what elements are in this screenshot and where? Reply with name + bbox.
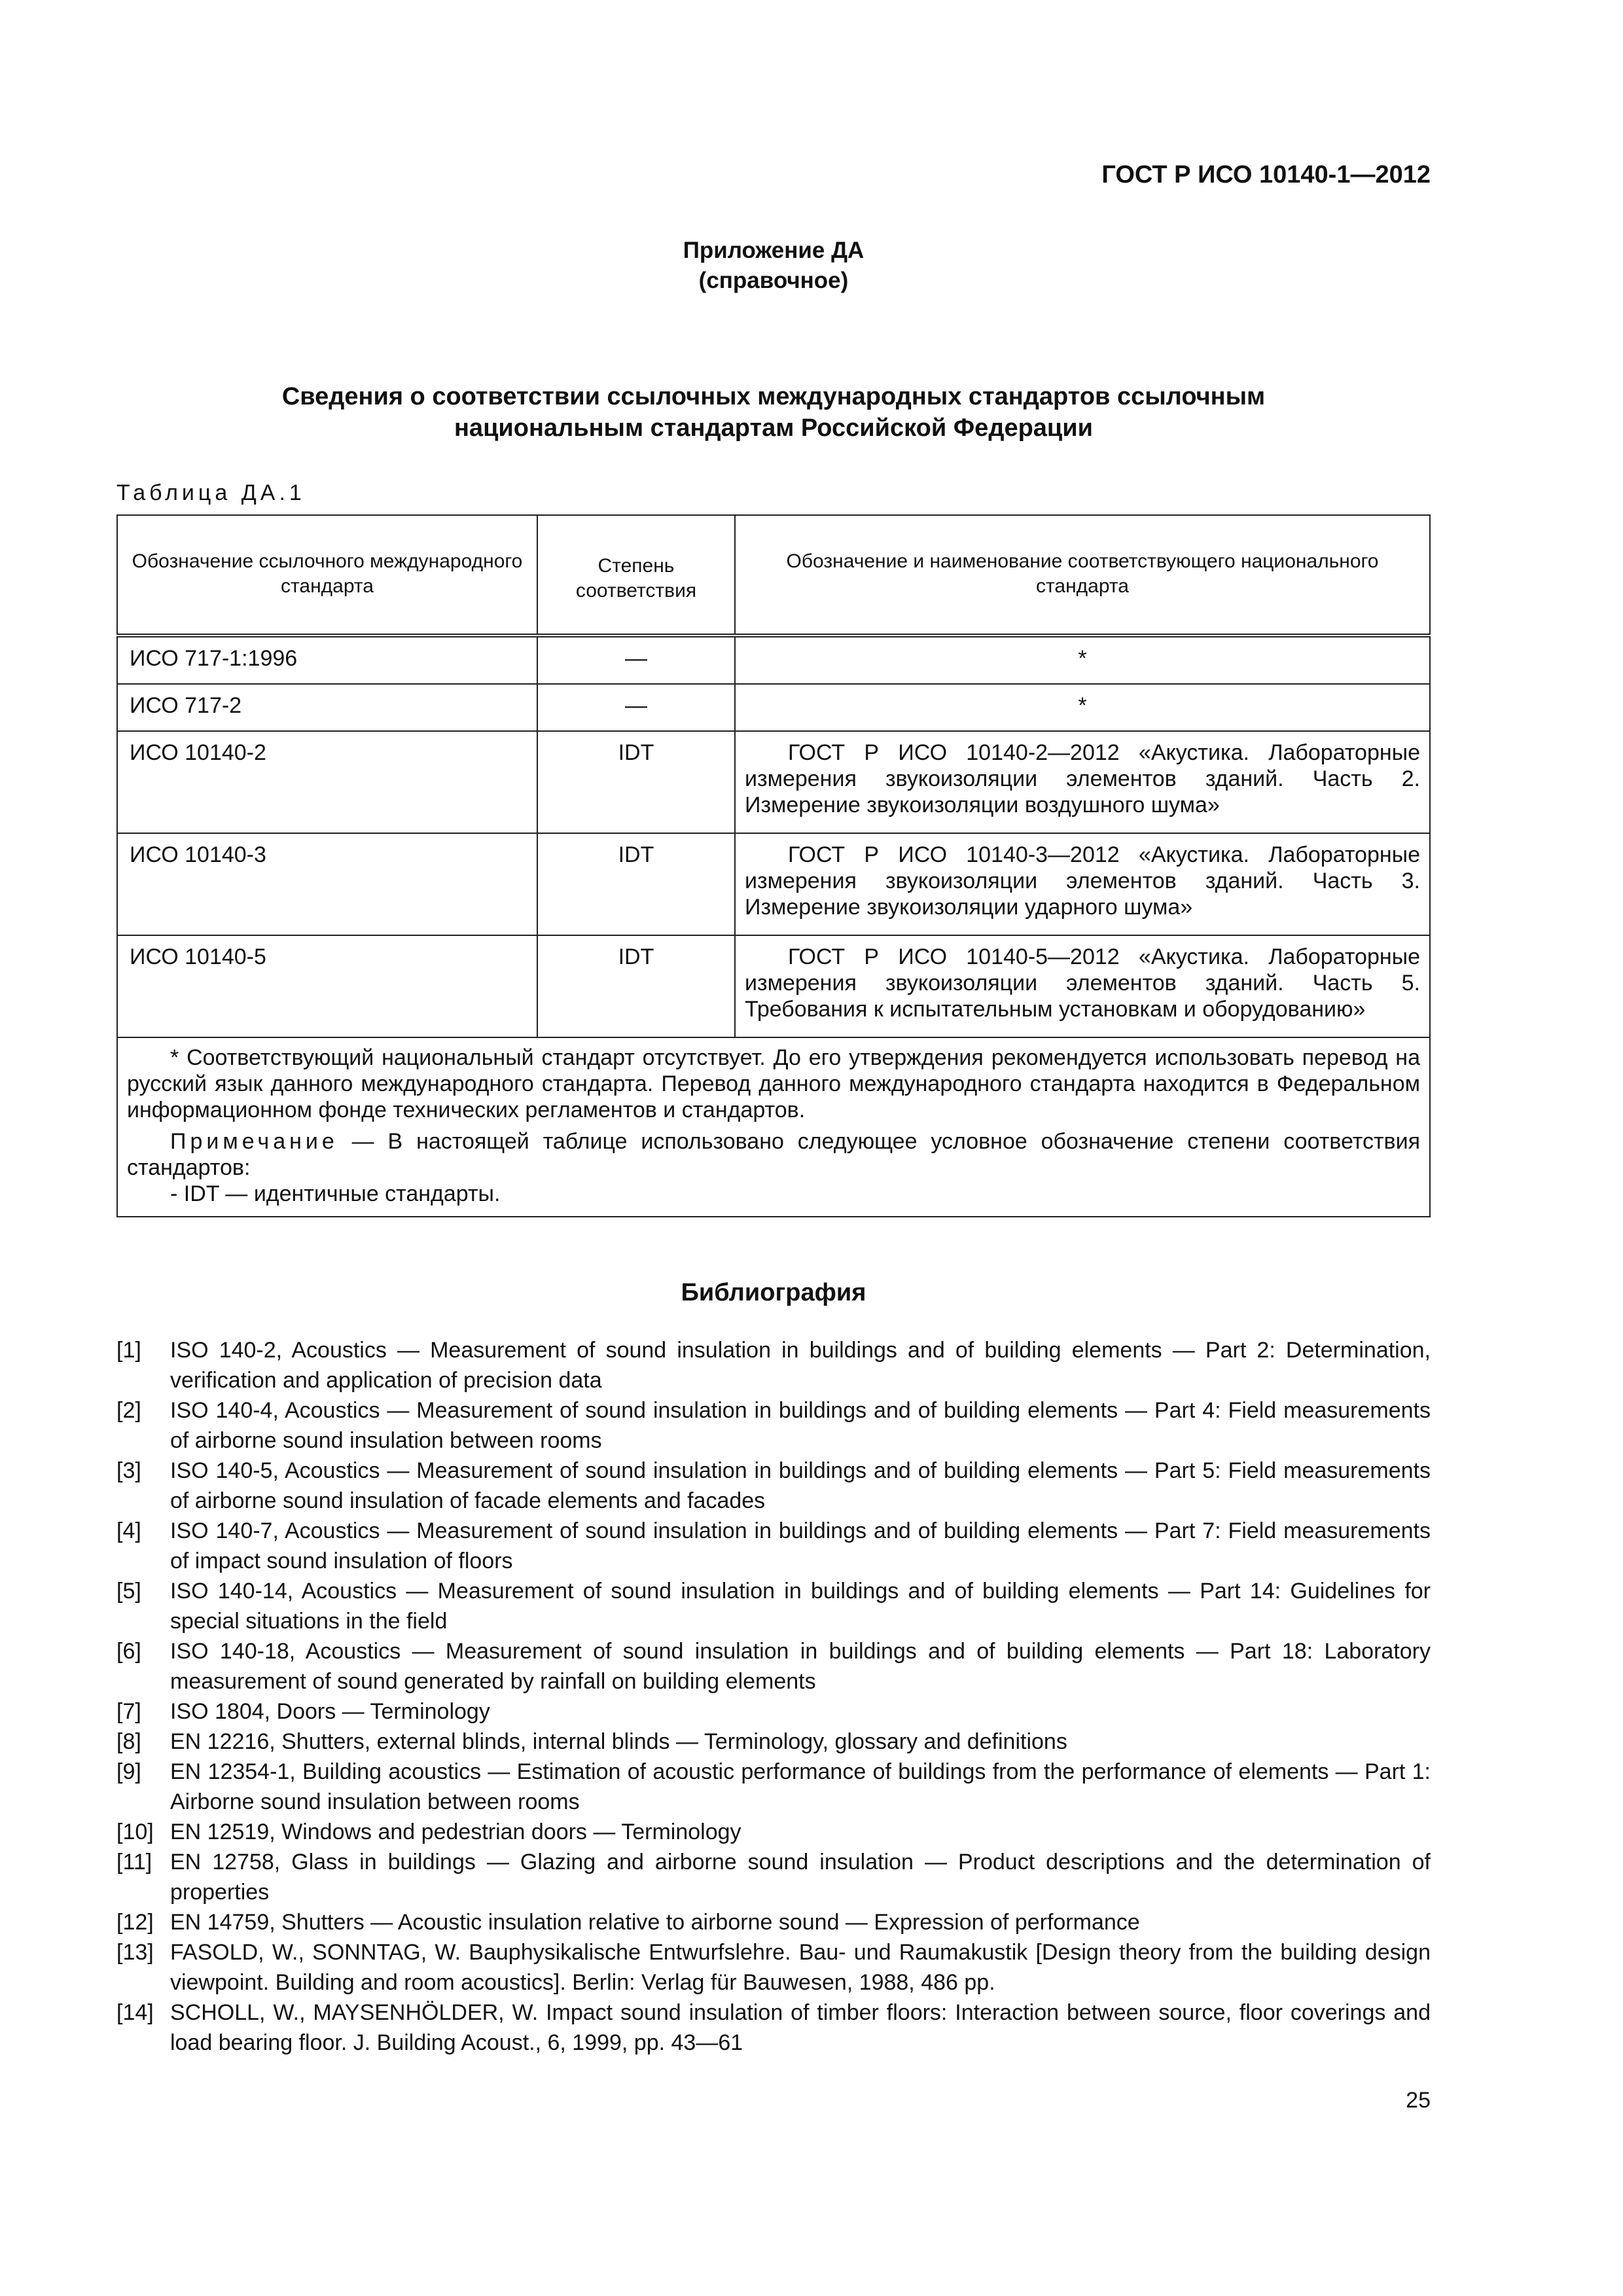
table-row	[117, 636, 1430, 684]
header-reference-standard: Обозначение ссылочного международного стандарта	[117, 515, 537, 636]
table-footer-row	[117, 1037, 1430, 1217]
table-row	[117, 935, 1430, 1037]
bibliography-item-number: [8]	[116, 1729, 141, 1754]
bibliography-item-number: [6]	[116, 1639, 141, 1664]
table-header-row	[117, 515, 1430, 636]
bibliography-item-number: [7]	[116, 1699, 141, 1724]
bibliography-item	[116, 1516, 1431, 1576]
bibliography-item	[116, 1576, 1431, 1636]
bibliography-item	[116, 1847, 1431, 1907]
table-note	[127, 1128, 1420, 1181]
bibliography-item-text: ISO 140-7, Acoustics — Measurement of sound insulation in buildings and of building elements — Part 7: Field measurements of impact sound insulation of floors	[170, 1518, 1431, 1573]
document-code: ГОСТ Р ИСО 10140-1—2012	[1101, 161, 1431, 188]
bibliography-item-number: [2]	[116, 1398, 141, 1423]
table-row	[117, 731, 1430, 833]
header-degree: Степень соответствия	[537, 515, 735, 636]
bibliography-item	[116, 1998, 1431, 2058]
bibliography-list	[116, 1335, 1431, 2058]
cell-reference: ИСО 10140-2	[117, 731, 537, 833]
page-number: 25	[1406, 2088, 1431, 2113]
cell-national-text: ГОСТ Р ИСО 10140-3—2012 «Акустика. Лабораторные измерения звукоизоляции элементов зданий. Часть 3. Измерение звукоизоляции ударного шума»	[745, 842, 1420, 920]
cell-degree: IDT	[537, 833, 735, 935]
cell-reference: ИСО 10140-5	[117, 935, 537, 1037]
cell-reference: ИСО 717-2	[117, 684, 537, 731]
cell-national	[735, 833, 1430, 935]
table-footnote: * Соответствующий национальный стандарт отсутствует. До его утверждения рекомендуется использовать перевод на русский язык данного международного стандарта. Перевод данного международного стандарта находится в Федеральном информационном фонде технических регламентов и стандартов.	[127, 1045, 1420, 1122]
bibliography-item-text: ISO 140-4, Acoustics — Measurement of sound insulation in buildings and of building elements — Part 4: Field measurements of airborne sound insulation between rooms	[170, 1398, 1431, 1453]
bibliography-item-number: [13]	[116, 1940, 154, 1965]
bibliography-item-number: [12]	[116, 1910, 154, 1935]
header-national-standard: Обозначение и наименование соответствующего национального стандарта	[735, 515, 1430, 636]
bibliography-item-text: EN 12758, Glass in buildings — Glazing and airborne sound insulation — Product descriptions and the determination of properties	[170, 1850, 1431, 1905]
bibliography-item	[116, 1395, 1431, 1456]
bibliography-title: Библиография	[681, 1279, 866, 1306]
cell-national-text: ГОСТ Р ИСО 10140-2—2012 «Акустика. Лабораторные измерения звукоизоляции элементов зданий. Часть 2. Измерение звукоизоляции воздушного шума»	[745, 740, 1420, 817]
table-footnote-cell	[117, 1037, 1430, 1217]
bibliography-item-text: ISO 140-14, Acoustics — Measurement of sound insulation in buildings and of building elements — Part 14: Guidelines for special situations in the field	[170, 1579, 1431, 1634]
bibliography-item-number: [1]	[116, 1338, 141, 1363]
note-item: - IDT — идентичные стандарты.	[170, 1181, 501, 1206]
bibliography-item	[116, 1907, 1431, 1937]
bibliography-item	[116, 1727, 1431, 1757]
cell-reference: ИСО 717-1:1996	[117, 636, 537, 684]
bibliography-item-text: ISO 1804, Doors — Terminology	[170, 1699, 490, 1724]
cell-national-text: ГОСТ Р ИСО 10140-5—2012 «Акустика. Лабораторные измерения звукоизоляции элементов зданий. Часть 5. Требования к испытательным установкам и оборудованию»	[745, 944, 1420, 1022]
cell-national: *	[735, 636, 1430, 684]
bibliography-item-number: [4]	[116, 1518, 141, 1543]
table-row	[117, 833, 1430, 935]
table-row	[117, 684, 1430, 731]
cell-degree: IDT	[537, 731, 735, 833]
bibliography-item	[116, 1937, 1431, 1998]
cell-degree: —	[537, 636, 735, 684]
bibliography-item	[116, 1817, 1431, 1847]
cell-degree: IDT	[537, 935, 735, 1037]
bibliography-item-number: [11]	[116, 1850, 152, 1874]
bibliography-item-number: [3]	[116, 1458, 141, 1483]
bibliography-item-text: ISO 140-2, Acoustics — Measurement of sound insulation in buildings and of building elements — Part 2: Determination, verification and application of precision data	[170, 1338, 1431, 1393]
annex-caption	[116, 236, 1431, 296]
bibliography-item-number: [10]	[116, 1820, 154, 1844]
annex-title: Приложение ДА	[683, 238, 865, 263]
cell-degree: —	[537, 684, 735, 731]
bibliography-item-number: [9]	[116, 1759, 141, 1784]
bibliography-item-text: EN 12354-1, Building acoustics — Estimation of acoustic performance of buildings from the performance of elements — Part 1: Airborne sound insulation between rooms	[170, 1759, 1431, 1814]
bibliography-item-text: EN 14759, Shutters — Acoustic insulation relative to airborne sound — Expression of performance	[170, 1910, 1140, 1935]
bibliography-item-number: [5]	[116, 1579, 141, 1604]
cell-national: *	[735, 684, 1430, 731]
annex-heading-line-2: национальным стандартам Российской Федерации	[454, 414, 1093, 442]
bibliography-item	[116, 1335, 1431, 1395]
note-label: Примечание	[170, 1129, 338, 1154]
bibliography-item-text: ISO 140-5, Acoustics — Measurement of sound insulation in buildings and of building elements — Part 5: Field measurements of airborne sound insulation of facade elements and facades	[170, 1458, 1431, 1513]
bibliography-item-number: [14]	[116, 2000, 154, 2025]
bibliography-item-text: FASOLD, W., SONNTAG, W. Bauphysikalische Entwurfslehre. Bau- und Raumakustik [Design theory from the building design viewpoint. Building and room acoustics]. Berlin: Verlag für Bauwesen, 1988, 486 pp.	[170, 1940, 1431, 1995]
bibliography-item-text: EN 12216, Shutters, external blinds, internal blinds — Terminology, glossary and definitions	[170, 1729, 1067, 1754]
annex-heading	[116, 381, 1431, 444]
cell-national	[735, 731, 1430, 833]
bibliography-item	[116, 1757, 1431, 1817]
bibliography-item-text: EN 12519, Windows and pedestrian doors — Terminology	[170, 1820, 741, 1844]
bibliography-item-text: ISO 140-18, Acoustics — Measurement of sound insulation in buildings and of building elements — Part 18: Laboratory measurement of sound generated by rainfall on building elements	[170, 1639, 1431, 1694]
bibliography-item	[116, 1696, 1431, 1727]
bibliography-item	[116, 1636, 1431, 1696]
annex-heading-line-1: Сведения о соответствии ссылочных международных стандартов ссылочным	[281, 383, 1266, 410]
bibliography-item-text: SCHOLL, W., MAYSENHÖLDER, W. Impact sound insulation of timber floors: Interaction between source, floor coverings and load bearing floor. J. Building Acoust., 6, 1999, pp. 43—61	[170, 2000, 1431, 2055]
cell-reference: ИСО 10140-3	[117, 833, 537, 935]
cell-national	[735, 935, 1430, 1037]
annex-status: (справочное)	[698, 268, 849, 293]
note-text: — В настоящей таблице использовано следующее условное обозначение степени соответствия стандартов:	[127, 1129, 1420, 1180]
correspondence-table	[116, 514, 1431, 1217]
table-label: Таблица ДА.1	[116, 480, 306, 505]
bibliography-item	[116, 1456, 1431, 1516]
